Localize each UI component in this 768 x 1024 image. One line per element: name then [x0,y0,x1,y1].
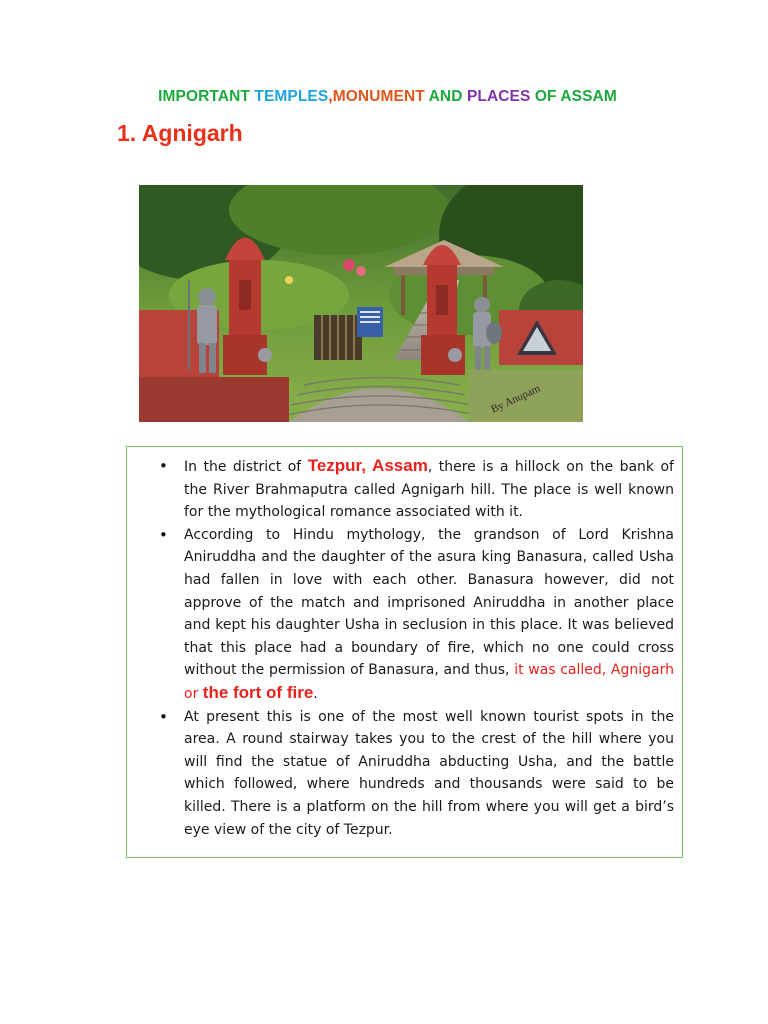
bullet-mythology-text: According to Hindu mythology, the grandson of Lord Krishna Aniruddha and the daughter of the asura king Banasura, called Usha had fallen in love with each other. Banasura however, did not approve of the match and imprisoned Aniruddha in another place and kept his daughter Usha in seclusion in this place. It was believed that this place had a boundary of fire, which no one could cross without the permission of Banasura, and thus, [184,526,674,679]
title-part-temples: TEMPLES [254,88,329,105]
photo-watermark: By Anupam [489,382,543,416]
title-part-places: PLACES [466,88,531,105]
bullet-list [184,455,674,841]
title-part-of-assam: OF ASSAM [530,88,617,105]
title-part-comma: , [328,88,333,105]
bullet-tourism [184,706,674,842]
bullet-tourism-text: At present this is one of the most well known tourist spots in the area. A round stairway takes you to the crest of the hill where you will find the statue of Aniruddha abducting Usha, and the battle which followed, where hundreds and thousands were said to be killed. There is a platform on the hill from where you will get a bird’s eye view of the city of Tezpur. [184,708,674,838]
title-part-and: AND [424,88,467,105]
bullet-mythology [184,524,674,706]
highlight-tezpur-assam: Tezpur, Assam [307,456,428,475]
bullet-location [184,455,674,524]
section-heading: 1. Agnigarh [117,120,243,146]
page-title [0,88,768,106]
bullet-mythology-text-end: . [313,685,318,702]
title-part-important: IMPORTANT [158,88,255,105]
agnigarh-photo [139,185,583,422]
bullet-location-text: In the district of [184,459,308,475]
bullet-location-text-end: , there is a hillock on the bank of the River Brahmaputra called Agnigarh hill. The place is well known for the mythological romance associated with it. [184,459,674,521]
highlight-fort-of-fire: the fort of fire [202,682,314,702]
highlight-it-was-called: it was called, Agnigarh or [184,662,674,702]
title-part-monument: MONUMENT [332,88,425,105]
info-box [126,446,683,858]
